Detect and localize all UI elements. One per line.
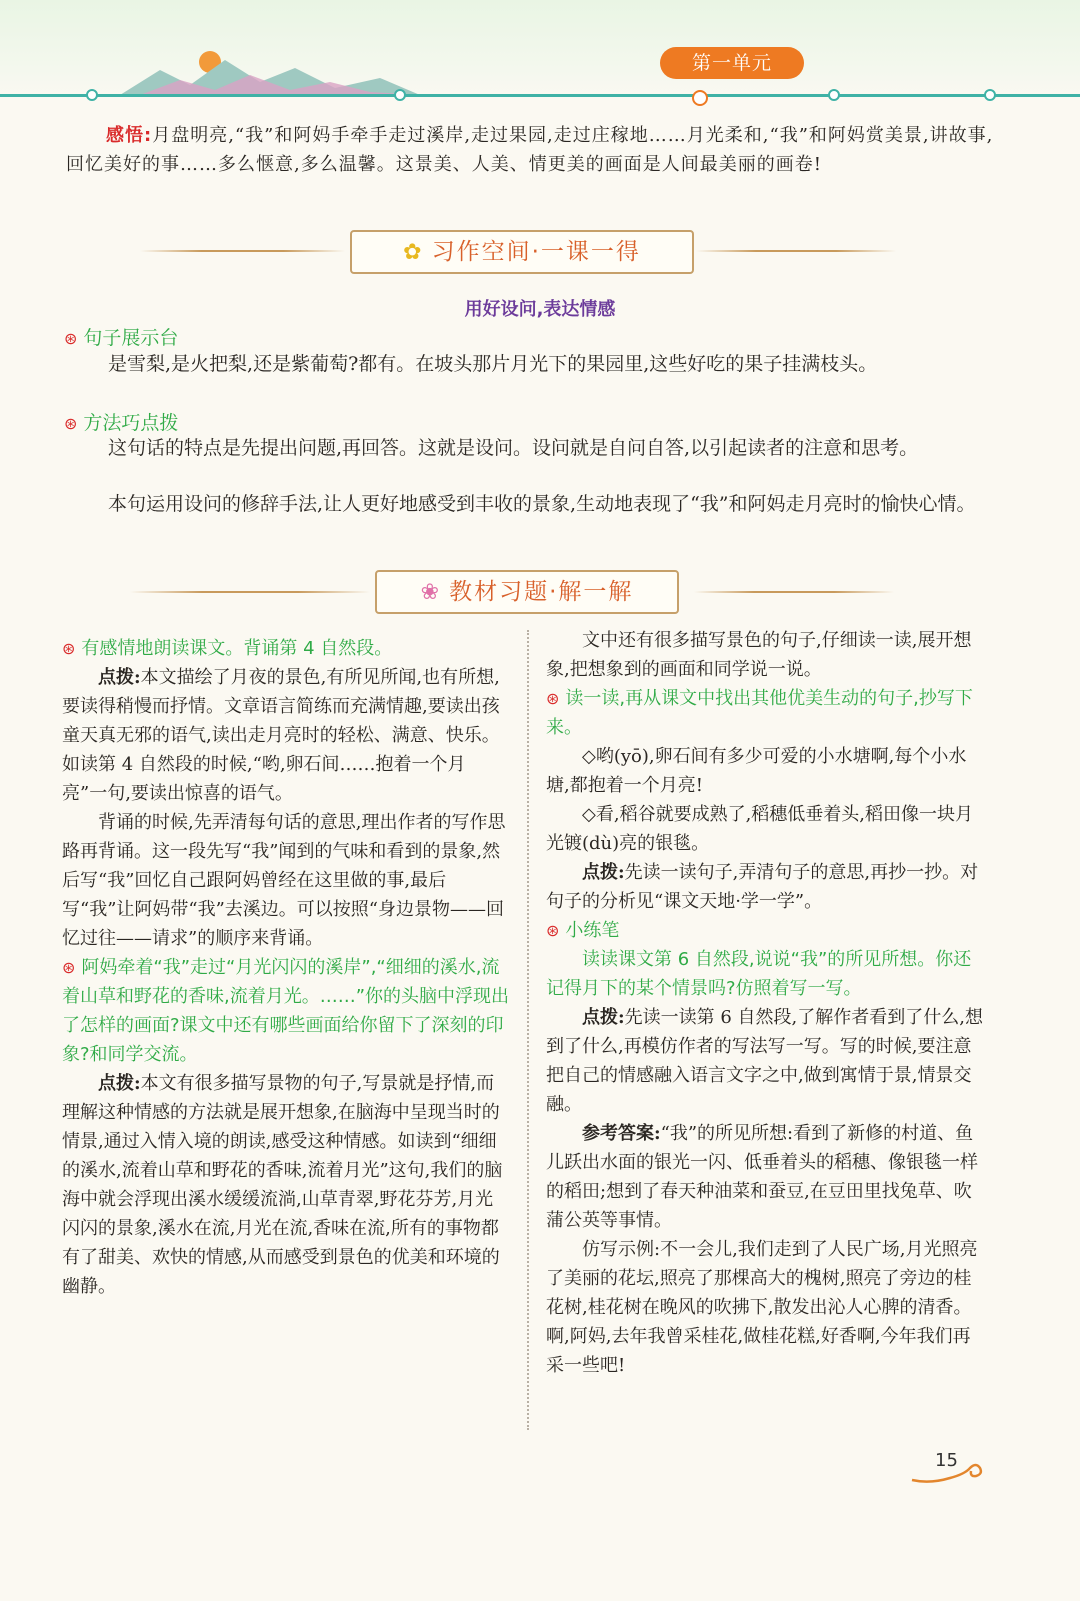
question-3-text: 读一读,再从课文中找出其他优美生动的句子,抄写下来。: [546, 688, 973, 738]
header-dot: [394, 89, 406, 101]
answer-text: “我”的所见所想:看到了新修的村道、鱼儿跃出水面的银光一闪、低垂着头的稻穗、像银毯一样的稻田;想到了春天种油菜和蚕豆,在豆田里找兔草、吹蒲公英等事情。: [546, 1123, 978, 1231]
reflection-paragraph: [66, 121, 996, 179]
mountain-sun-illustration: [120, 40, 420, 100]
section-rule-left: [140, 250, 345, 252]
tip-4-text: 先读一读第 6 自然段,了解作者看到了什么,想到了什么,再模仿作者的写法写一写。写的时候,要注意把自己的情感融入语言文字之中,做到寓情于景,情景交融。: [546, 1007, 983, 1115]
section-title-writing: [350, 230, 694, 274]
swirl-ornament-icon: [910, 1458, 985, 1486]
answer: [546, 1119, 984, 1235]
question-1: [62, 634, 510, 663]
bullet-icon: ⊛: [546, 689, 560, 708]
right-intro: 文中还有很多描写景色的句子,仔细读一读,展开想象,把想象到的画面和同学说一说。: [546, 630, 972, 680]
unit-pin-icon: [692, 90, 708, 106]
tip-label: 点拨:: [582, 1007, 625, 1028]
answer-label: 参考答案:: [582, 1123, 661, 1144]
method-paragraph-1: 这句话的特点是先提出问题,再回答。这就是设问。设问就是自问自答,以引起读者的注意和思考。: [108, 437, 919, 459]
reflection-label: 感悟:: [106, 125, 153, 146]
question-4: 读读课文第 6 自然段,说说“我”的所见所想。你还记得月下的某个情景吗?仿照着写一写。: [546, 949, 972, 999]
section-title-text: 习作空间·一课一得: [431, 239, 641, 265]
header-dot: [984, 89, 996, 101]
sentence-text: 是雪梨,是火把梨,还是紫葡萄?都有。在坡头那片月光下的果园里,这些好吃的果子挂满枝头。: [108, 353, 878, 375]
tip-3: [546, 858, 984, 916]
question-4-heading: [546, 916, 984, 945]
example-1: ◇哟(yō),卵石间有多少可爱的小水塘啊,每个小水塘,都抱着一个月亮!: [546, 746, 967, 796]
bullet-icon: ⊛: [62, 958, 76, 977]
reflection-text: 月盘明亮,“我”和阿妈手牵手走过溪岸,走过果园,走过庄稼地……月光柔和,“我”和阿妈赏美景,讲故事,回忆美好的事……多么惬意,多么温馨。这景美、人美、情更美的画面是人间最美丽的画卷!: [66, 125, 994, 175]
tip-2-text: 本文有很多描写景物的句子,写景就是抒情,而理解这种情感的方法就是展开想象,在脑海中呈现当时的情景,通过入情入境的朗读,感受这种情感。如读到“细细的溪水,流着山草和野花的香味,流着月光”这句,我们的脑海中就会浮现出溪水缓缓流淌,山草青翠,野花芬芳,月光闪闪的景象,溪水在流,月光在流,香味在流,所有的事物都有了甜美、欢快的情感,从而感受到景色的优美和环境的幽静。: [62, 1073, 503, 1297]
question-4-label: 小练笔: [565, 920, 620, 941]
bullet-icon: ⊛: [546, 921, 560, 940]
method-paragraph-2: 本句运用设问的修辞手法,让人更好地感受到丰收的景象,生动地表现了“我”和阿妈走月亮时的愉快心情。: [108, 493, 976, 515]
sentence-heading-label: 句子展示台: [83, 327, 179, 349]
right-column: [546, 626, 984, 1380]
section-rule-right: [694, 591, 894, 593]
section-title-exercises: [375, 570, 679, 614]
flower-icon: ✿: [403, 240, 424, 265]
question-2: [62, 953, 510, 1069]
section-subtitle: 用好设问,表达情感: [464, 299, 616, 320]
sample-writing: 仿写示例:不一会儿,我们走到了人民广场,月光照亮了美丽的花坛,照亮了那棵高大的槐树,照亮了旁边的桂花树,桂花树在晚风的吹拂下,散发出沁人心脾的清香。啊,阿妈,去年我曾采桂花,做桂花糕,好香啊,今年我们再采一些吧!: [546, 1239, 978, 1376]
section-rule-right: [696, 250, 896, 252]
tip-1-text: 本文描绘了月夜的景色,有所见所闻,也有所想,要读得稍慢而抒情。文章语言简练而充满情趣,要读出孩童天真无邪的语气,读出走月亮时的轻松、满意、快乐。如读第 4 自然段的时候,“哟,卵石间……抱着一个月亮”一句,要读出惊喜的语气。: [62, 667, 500, 804]
bullet-icon: ⊛: [64, 414, 78, 433]
left-column: [62, 634, 510, 1301]
tip-label: 点拨:: [582, 862, 625, 883]
page-number: 15: [935, 1450, 958, 1471]
tip-label: 点拨:: [98, 667, 141, 688]
tip-2: [62, 1069, 510, 1301]
header-rule: [0, 94, 1080, 97]
column-divider: [527, 630, 529, 1430]
tip-4: [546, 1003, 984, 1119]
tip-3-text: 先读一读句子,弄清句子的意思,再抄一抄。对句子的分析见“课文天地·学一学”。: [546, 862, 979, 912]
method-heading: [64, 408, 178, 435]
tip-label: 点拨:: [98, 1073, 141, 1094]
example-2: ◇看,稻谷就要成熟了,稻穗低垂着头,稻田像一块月光镀(dù)亮的银毯。: [546, 804, 974, 854]
tip-1: [62, 663, 510, 808]
sentence-heading: [64, 323, 178, 350]
header-dot: [86, 89, 98, 101]
question-1-text: 有感情地朗读课文。背诵第 4 自然段。: [81, 638, 393, 659]
question-2-text: 阿妈牵着“我”走过“月光闪闪的溪岸”,“细细的溪水,流着山草和野花的香味,流着月光。……”你的头脑中浮现出了怎样的画面?课文中还有哪些画面给你留下了深刻的印象?和同学交流。: [62, 957, 510, 1065]
lotus-icon: ❀: [420, 580, 442, 605]
bullet-icon: ⊛: [64, 329, 78, 348]
unit-tab: 第一单元: [660, 47, 804, 79]
section-title-text: 教材习题·解一解: [449, 579, 634, 605]
tip-1b: 背诵的时候,先弄清每句话的意思,理出作者的写作思路再背诵。这一段先写“我”闻到的气味和看到的景象,然后写“我”回忆自己跟阿妈曾经在这里做的事,最后写“我”让阿妈带“我”去溪边。可以按照“身边景物——回忆过往——请求”的顺序来背诵。: [62, 812, 506, 949]
section-rule-left: [130, 591, 370, 593]
header-dot: [828, 89, 840, 101]
question-3: [546, 684, 984, 742]
bullet-icon: ⊛: [62, 639, 76, 658]
method-heading-label: 方法巧点拨: [83, 412, 179, 434]
